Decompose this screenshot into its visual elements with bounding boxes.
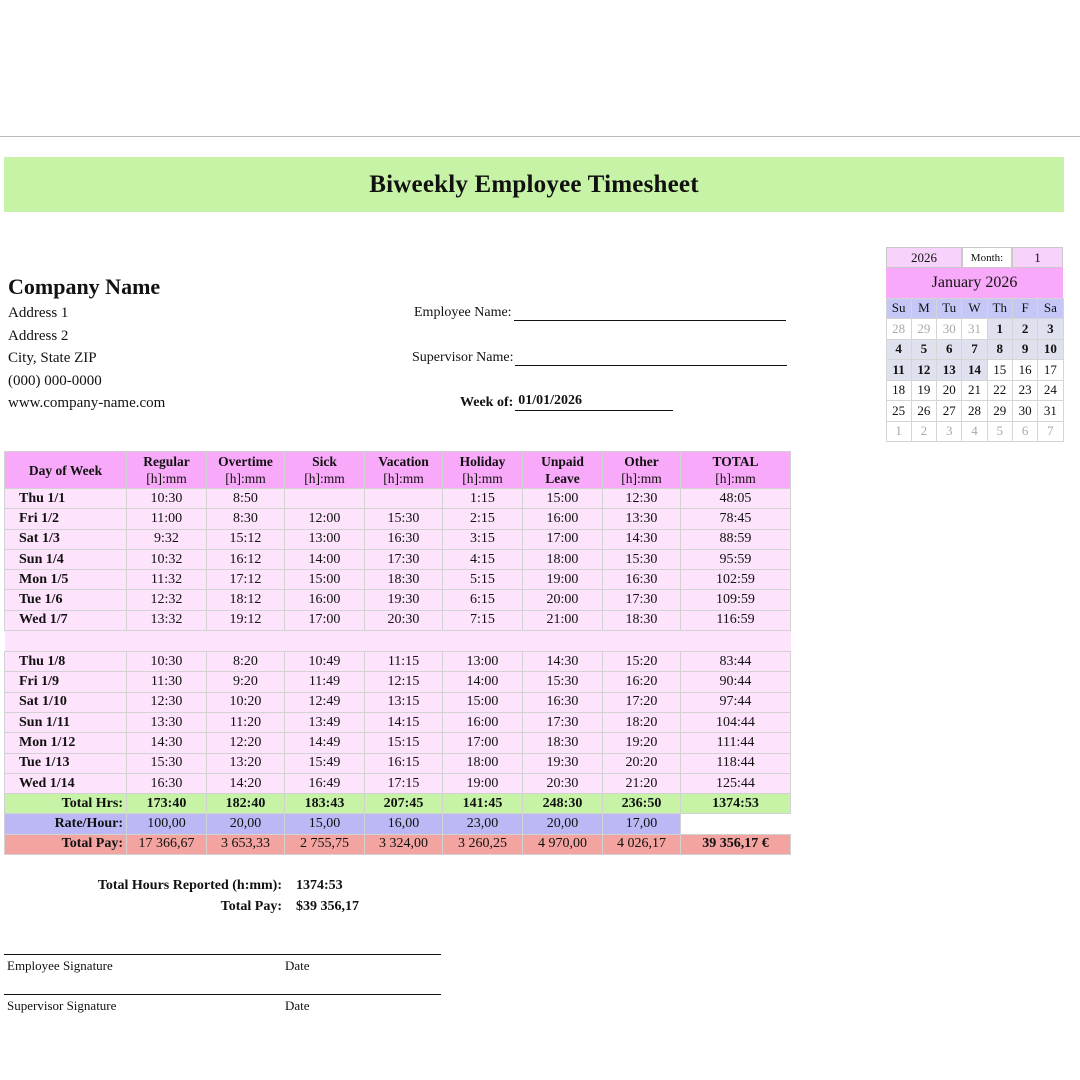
calendar-day[interactable]: 12 — [911, 359, 937, 381]
calendar-day[interactable]: 18 — [886, 380, 912, 402]
table-row — [5, 549, 791, 569]
hours-cell[interactable]: 5:15 — [443, 570, 523, 590]
table-row — [5, 529, 791, 549]
calendar-day[interactable]: 5 — [911, 339, 937, 361]
total-pay-row-cell: 3 260,25 — [443, 834, 523, 854]
calendar-day[interactable]: 3 — [1037, 318, 1063, 340]
table-header-row — [5, 452, 791, 489]
calendar-day[interactable]: 1 — [987, 318, 1013, 340]
row-total-cell: 90:44 — [681, 672, 791, 692]
hours-cell[interactable]: 11:15 — [365, 652, 443, 672]
row-total-cell: 118:44 — [681, 753, 791, 773]
hours-cell[interactable]: 12:15 — [365, 672, 443, 692]
company-city[interactable]: City, State ZIP — [8, 350, 97, 366]
column-header — [365, 452, 443, 489]
calendar-day[interactable]: 6 — [936, 339, 962, 361]
hours-cell[interactable]: 13:00 — [443, 652, 523, 672]
hours-cell[interactable]: 10:30 — [127, 652, 207, 672]
day-cell: Sat 1/10 — [5, 692, 127, 712]
employee-name-field — [414, 303, 786, 321]
hours-cell[interactable]: 8:20 — [207, 652, 285, 672]
hours-cell[interactable]: 15:30 — [127, 753, 207, 773]
hours-cell[interactable]: 14:30 — [603, 529, 681, 549]
hours-cell[interactable]: 9:32 — [127, 529, 207, 549]
total-hours-row-cell: 236:50 — [603, 794, 681, 814]
column-header-title: Vacation — [378, 454, 429, 469]
hours-cell[interactable]: 15:00 — [443, 692, 523, 712]
hours-cell[interactable]: 19:30 — [365, 590, 443, 610]
column-header-title: Regular — [143, 454, 190, 469]
total-pay-row-label: Total Pay: — [5, 834, 127, 854]
rate-row-label: Rate/Hour: — [5, 814, 127, 834]
hours-cell[interactable]: 21:20 — [603, 773, 681, 793]
hours-cell[interactable]: 15:20 — [603, 652, 681, 672]
calendar-day[interactable]: 4 — [886, 339, 912, 361]
hours-cell[interactable]: 19:00 — [523, 570, 603, 590]
row-total-cell: 125:44 — [681, 773, 791, 793]
calendar-day[interactable]: 14 — [961, 359, 987, 381]
day-cell: Fri 1/9 — [5, 672, 127, 692]
hours-cell[interactable]: 19:20 — [603, 733, 681, 753]
row-total-cell: 78:45 — [681, 509, 791, 529]
column-header-unit: Leave — [545, 471, 580, 486]
hours-cell[interactable]: 18:00 — [443, 753, 523, 773]
company-phone[interactable]: (000) 000-0000 — [8, 372, 102, 389]
hours-cell[interactable]: 14:49 — [285, 733, 365, 753]
day-cell: Fri 1/2 — [5, 509, 127, 529]
hours-cell[interactable]: 17:00 — [523, 529, 603, 549]
hours-cell[interactable]: 8:30 — [207, 509, 285, 529]
calendar-day[interactable]: 3 — [936, 421, 962, 443]
hours-cell[interactable]: 17:00 — [443, 733, 523, 753]
column-header — [681, 452, 791, 489]
row-total-cell: 95:59 — [681, 549, 791, 569]
hours-cell[interactable]: 15:00 — [285, 570, 365, 590]
hours-cell[interactable]: 19:00 — [443, 773, 523, 793]
hours-cell[interactable]: 11:32 — [127, 570, 207, 590]
day-cell: Wed 1/14 — [5, 773, 127, 793]
calendar-day[interactable]: 7 — [1037, 421, 1063, 443]
total-hours-row — [5, 794, 791, 814]
table-row — [5, 773, 791, 793]
calendar-title: January 2026 — [886, 268, 1063, 298]
hours-cell[interactable]: 17:00 — [285, 610, 365, 630]
hours-cell[interactable]: 12:30 — [603, 489, 681, 509]
total-hours-row-cell: 182:40 — [207, 794, 285, 814]
day-cell: Sun 1/4 — [5, 549, 127, 569]
calendar-day[interactable]: 30 — [936, 318, 962, 340]
table-row — [5, 489, 791, 509]
calendar-day[interactable]: 16 — [1012, 359, 1038, 381]
day-cell: Sun 1/11 — [5, 712, 127, 732]
calendar-day[interactable]: 13 — [936, 359, 962, 381]
hours-cell[interactable]: 16:00 — [523, 509, 603, 529]
column-header-unit: [h]:mm — [621, 471, 662, 486]
calendar-day[interactable]: 21 — [961, 380, 987, 402]
supervisor-name-input[interactable] — [515, 348, 787, 366]
calendar-day[interactable]: 25 — [886, 400, 912, 422]
calendar-day[interactable]: 8 — [987, 339, 1013, 361]
calendar-weekday: W — [961, 298, 987, 320]
day-cell: Mon 1/5 — [5, 570, 127, 590]
column-header-title: Sick — [312, 454, 337, 469]
hours-cell[interactable]: 11:20 — [207, 712, 285, 732]
total-pay-row-cell: 3 324,00 — [365, 834, 443, 854]
row-total-cell: 48:05 — [681, 489, 791, 509]
summary-block — [84, 875, 359, 917]
hours-cell[interactable]: 13:32 — [127, 610, 207, 630]
hours-cell[interactable]: 3:15 — [443, 529, 523, 549]
column-header-unit: [h]:mm — [225, 471, 266, 486]
row-total-cell: 97:44 — [681, 692, 791, 712]
row-total-cell: 83:44 — [681, 652, 791, 672]
total-pay-row — [5, 834, 791, 854]
top-divider — [0, 136, 1080, 137]
calendar-weekday: Sa — [1037, 298, 1063, 320]
table-row — [5, 753, 791, 773]
table-row — [5, 570, 791, 590]
hours-cell[interactable]: 12:30 — [127, 692, 207, 712]
total-pay-row-cell: 17 366,67 — [127, 834, 207, 854]
rate-row-cell — [681, 814, 791, 834]
column-header — [285, 452, 365, 489]
rate-row-cell[interactable]: 15,00 — [285, 814, 365, 834]
row-total-cell: 88:59 — [681, 529, 791, 549]
calendar-year[interactable]: 2026 — [886, 247, 962, 268]
employee-name-input[interactable] — [514, 303, 786, 321]
hours-cell[interactable]: 18:30 — [603, 610, 681, 630]
page-title: Biweekly Employee Timesheet — [369, 170, 699, 198]
column-header-unit: [h]:mm — [304, 471, 345, 486]
hours-cell[interactable]: 16:15 — [365, 753, 443, 773]
rate-row-cell[interactable]: 20,00 — [523, 814, 603, 834]
total-hours-row-cell: 248:30 — [523, 794, 603, 814]
hours-cell[interactable]: 17:30 — [365, 549, 443, 569]
column-header — [5, 452, 127, 489]
total-hours-row-cell: 183:43 — [285, 794, 365, 814]
row-total-cell: 111:44 — [681, 733, 791, 753]
hours-cell[interactable]: 18:30 — [523, 733, 603, 753]
column-header-title: Day of Week — [28, 462, 103, 478]
supervisor-signature-label: Supervisor Signature — [7, 998, 117, 1013]
row-total-cell: 104:44 — [681, 712, 791, 732]
calendar-day[interactable]: 23 — [1012, 380, 1038, 402]
total-hours-row-cell: 207:45 — [365, 794, 443, 814]
hours-cell[interactable]: 18:30 — [365, 570, 443, 590]
hours-cell[interactable]: 11:30 — [127, 672, 207, 692]
calendar-weekday: M — [911, 298, 937, 320]
calendar-day[interactable]: 6 — [1012, 421, 1038, 443]
calendar-weekday: Su — [886, 298, 912, 320]
hours-cell[interactable]: 16:30 — [603, 570, 681, 590]
row-total-cell: 102:59 — [681, 570, 791, 590]
supervisor-date-label: Date — [285, 998, 310, 1013]
calendar-day[interactable]: 31 — [961, 318, 987, 340]
total-pay-label: Total Pay: — [220, 899, 282, 914]
column-header-title: Overtime — [218, 454, 273, 469]
week-separator — [5, 631, 791, 652]
hours-cell[interactable]: 16:20 — [603, 672, 681, 692]
hours-cell[interactable]: 16:00 — [443, 712, 523, 732]
hours-cell[interactable]: 19:12 — [207, 610, 285, 630]
hours-cell[interactable] — [285, 489, 365, 509]
hours-cell[interactable]: 14:00 — [285, 549, 365, 569]
row-total-cell: 116:59 — [681, 610, 791, 630]
company-name[interactable]: Company Name — [8, 274, 161, 299]
column-header-title: TOTAL — [712, 454, 759, 469]
hours-cell[interactable]: 13:30 — [603, 509, 681, 529]
calendar-weekday: Tu — [936, 298, 962, 320]
hours-cell[interactable]: 14:20 — [207, 773, 285, 793]
column-header — [207, 452, 285, 489]
column-header-unit: [h]:mm — [383, 471, 424, 486]
day-cell: Sat 1/3 — [5, 529, 127, 549]
hours-cell[interactable]: 10:49 — [285, 652, 365, 672]
rate-row-cell[interactable]: 16,00 — [365, 814, 443, 834]
hours-cell[interactable]: 14:00 — [443, 672, 523, 692]
column-header-unit: [h]:mm — [462, 471, 503, 486]
hours-cell[interactable]: 15:15 — [365, 733, 443, 753]
hours-cell[interactable]: 8:50 — [207, 489, 285, 509]
hours-cell[interactable]: 1:15 — [443, 489, 523, 509]
table-row — [5, 590, 791, 610]
calendar-day[interactable]: 7 — [961, 339, 987, 361]
day-cell: Wed 1/7 — [5, 610, 127, 630]
table-row — [5, 733, 791, 753]
calendar-day[interactable]: 30 — [1012, 400, 1038, 422]
hours-cell[interactable]: 13:30 — [127, 712, 207, 732]
calendar-day[interactable]: 29 — [911, 318, 937, 340]
timesheet-table — [4, 451, 791, 855]
column-header-title: Holiday — [459, 454, 506, 469]
calendar-weekday: F — [1012, 298, 1038, 320]
hours-cell[interactable]: 2:15 — [443, 509, 523, 529]
hours-cell[interactable]: 20:30 — [523, 773, 603, 793]
hours-cell[interactable]: 14:30 — [127, 733, 207, 753]
hours-cell[interactable]: 12:32 — [127, 590, 207, 610]
total-pay-row-cell: 39 356,17 € — [681, 834, 791, 854]
hours-cell[interactable]: 13:20 — [207, 753, 285, 773]
row-total-cell: 109:59 — [681, 590, 791, 610]
day-cell: Tue 1/6 — [5, 590, 127, 610]
calendar-day[interactable]: 26 — [911, 400, 937, 422]
hours-cell[interactable]: 13:15 — [365, 692, 443, 712]
hours-cell[interactable]: 10:32 — [127, 549, 207, 569]
calendar-day[interactable]: 19 — [911, 380, 937, 402]
calendar-day[interactable]: 9 — [1012, 339, 1038, 361]
hours-cell[interactable]: 18:00 — [523, 549, 603, 569]
employee-signature-line[interactable] — [4, 954, 441, 973]
company-address1[interactable]: Address 1 — [8, 305, 69, 321]
hours-cell[interactable]: 21:00 — [523, 610, 603, 630]
total-pay-value: $39 356,17 — [296, 899, 359, 914]
calendar-day[interactable]: 11 — [886, 359, 912, 381]
hours-cell[interactable]: 15:30 — [603, 549, 681, 569]
hours-cell[interactable]: 14:15 — [365, 712, 443, 732]
calendar-day[interactable]: 17 — [1037, 359, 1063, 381]
employee-signature-label: Employee Signature — [7, 958, 113, 973]
table-row — [5, 610, 791, 630]
table-row — [5, 712, 791, 732]
hours-cell[interactable]: 17:20 — [603, 692, 681, 712]
mini-calendar — [886, 247, 1063, 442]
column-header-title: Unpaid — [541, 454, 584, 469]
calendar-day[interactable]: 10 — [1037, 339, 1063, 361]
column-header — [127, 452, 207, 489]
rate-row-cell[interactable]: 100,00 — [127, 814, 207, 834]
hours-cell[interactable]: 9:20 — [207, 672, 285, 692]
hours-cell[interactable]: 16:12 — [207, 549, 285, 569]
column-header-title: Other — [624, 454, 659, 469]
hours-cell[interactable]: 6:15 — [443, 590, 523, 610]
hours-cell[interactable]: 10:30 — [127, 489, 207, 509]
rate-row — [5, 814, 791, 834]
table-row — [5, 672, 791, 692]
calendar-day[interactable]: 28 — [886, 318, 912, 340]
hours-cell[interactable]: 15:49 — [285, 753, 365, 773]
total-hours-row-cell: 173:40 — [127, 794, 207, 814]
calendar-day[interactable]: 2 — [911, 421, 937, 443]
table-row — [5, 652, 791, 672]
company-website[interactable]: www.company-name.com — [8, 395, 166, 411]
hours-cell[interactable]: 16:30 — [127, 773, 207, 793]
day-cell: Thu 1/8 — [5, 652, 127, 672]
day-cell: Mon 1/12 — [5, 733, 127, 753]
total-pay-row-cell: 4 026,17 — [603, 834, 681, 854]
calendar-day[interactable]: 31 — [1037, 400, 1063, 422]
hours-cell[interactable]: 14:30 — [523, 652, 603, 672]
hours-cell[interactable]: 13:49 — [285, 712, 365, 732]
hours-cell[interactable]: 11:00 — [127, 509, 207, 529]
company-address2[interactable]: Address 2 — [8, 327, 69, 344]
total-hours-row-cell: 141:45 — [443, 794, 523, 814]
table-row — [5, 509, 791, 529]
hours-cell[interactable]: 17:12 — [207, 570, 285, 590]
rate-row-cell[interactable]: 23,00 — [443, 814, 523, 834]
hours-cell[interactable]: 16:49 — [285, 773, 365, 793]
week-of-label: Week of: — [460, 395, 514, 410]
calendar-day[interactable]: 27 — [936, 400, 962, 422]
hours-cell[interactable]: 10:20 — [207, 692, 285, 712]
calendar-day[interactable]: 5 — [987, 421, 1013, 443]
day-cell: Thu 1/1 — [5, 489, 127, 509]
week-of-input[interactable]: 01/01/2026 — [515, 393, 673, 411]
supervisor-signature-line[interactable] — [4, 994, 441, 1013]
supervisor-name-label: Supervisor Name: — [412, 350, 514, 365]
total-pay-row-cell: 3 653,33 — [207, 834, 285, 854]
calendar-day[interactable]: 2 — [1012, 318, 1038, 340]
week-of-field — [460, 393, 673, 411]
hours-cell[interactable]: 15:30 — [523, 672, 603, 692]
hours-cell[interactable]: 20:30 — [365, 610, 443, 630]
calendar-month[interactable]: 1 — [1012, 247, 1063, 268]
total-hours-label: Total Hours Reported (h:mm): — [97, 878, 282, 893]
hours-cell[interactable]: 16:30 — [523, 692, 603, 712]
hours-cell[interactable]: 7:15 — [443, 610, 523, 630]
calendar-day[interactable]: 28 — [961, 400, 987, 422]
calendar-day[interactable]: 15 — [987, 359, 1013, 381]
hours-cell[interactable]: 18:20 — [603, 712, 681, 732]
column-header-unit: [h]:mm — [146, 471, 187, 486]
calendar-day[interactable]: 1 — [886, 421, 912, 443]
column-header — [443, 452, 523, 489]
calendar-day[interactable]: 29 — [987, 400, 1013, 422]
calendar-day[interactable]: 20 — [936, 380, 962, 402]
total-pay-row-cell: 2 755,75 — [285, 834, 365, 854]
total-hours-row-cell: 1374:53 — [681, 794, 791, 814]
hours-cell[interactable]: 20:00 — [523, 590, 603, 610]
calendar-day[interactable]: 4 — [961, 421, 987, 443]
hours-cell[interactable]: 15:30 — [365, 509, 443, 529]
day-cell: Tue 1/13 — [5, 753, 127, 773]
hours-cell[interactable]: 11:49 — [285, 672, 365, 692]
hours-cell[interactable]: 15:12 — [207, 529, 285, 549]
week-separator-row — [5, 631, 791, 652]
hours-cell[interactable]: 16:00 — [285, 590, 365, 610]
hours-cell[interactable]: 12:00 — [285, 509, 365, 529]
hours-cell[interactable]: 20:20 — [603, 753, 681, 773]
total-pay-row-cell: 4 970,00 — [523, 834, 603, 854]
employee-name-label: Employee Name: — [414, 305, 512, 320]
supervisor-name-field — [412, 348, 787, 366]
rate-row-cell[interactable]: 17,00 — [603, 814, 681, 834]
hours-cell[interactable]: 13:00 — [285, 529, 365, 549]
total-hours-value: 1374:53 — [296, 878, 343, 893]
employee-date-label: Date — [285, 958, 310, 973]
calendar-weekday: Th — [987, 298, 1013, 320]
title-banner — [4, 157, 1064, 212]
company-block — [8, 272, 165, 415]
calendar-grid — [886, 298, 1063, 442]
hours-cell[interactable]: 18:12 — [207, 590, 285, 610]
hours-cell[interactable]: 12:20 — [207, 733, 285, 753]
column-header — [603, 452, 681, 489]
hours-cell[interactable]: 17:15 — [365, 773, 443, 793]
hours-cell[interactable]: 19:30 — [523, 753, 603, 773]
hours-cell[interactable]: 4:15 — [443, 549, 523, 569]
hours-cell[interactable] — [365, 489, 443, 509]
calendar-day[interactable]: 24 — [1037, 380, 1063, 402]
table-row — [5, 692, 791, 712]
total-hours-row-label: Total Hrs: — [5, 794, 127, 814]
hours-cell[interactable]: 15:00 — [523, 489, 603, 509]
calendar-month-label: Month: — [962, 247, 1012, 268]
hours-cell[interactable]: 16:30 — [365, 529, 443, 549]
column-header — [523, 452, 603, 489]
calendar-day[interactable]: 22 — [987, 380, 1013, 402]
hours-cell[interactable]: 17:30 — [603, 590, 681, 610]
hours-cell[interactable]: 17:30 — [523, 712, 603, 732]
rate-row-cell[interactable]: 20,00 — [207, 814, 285, 834]
hours-cell[interactable]: 12:49 — [285, 692, 365, 712]
column-header-unit: [h]:mm — [715, 471, 756, 486]
